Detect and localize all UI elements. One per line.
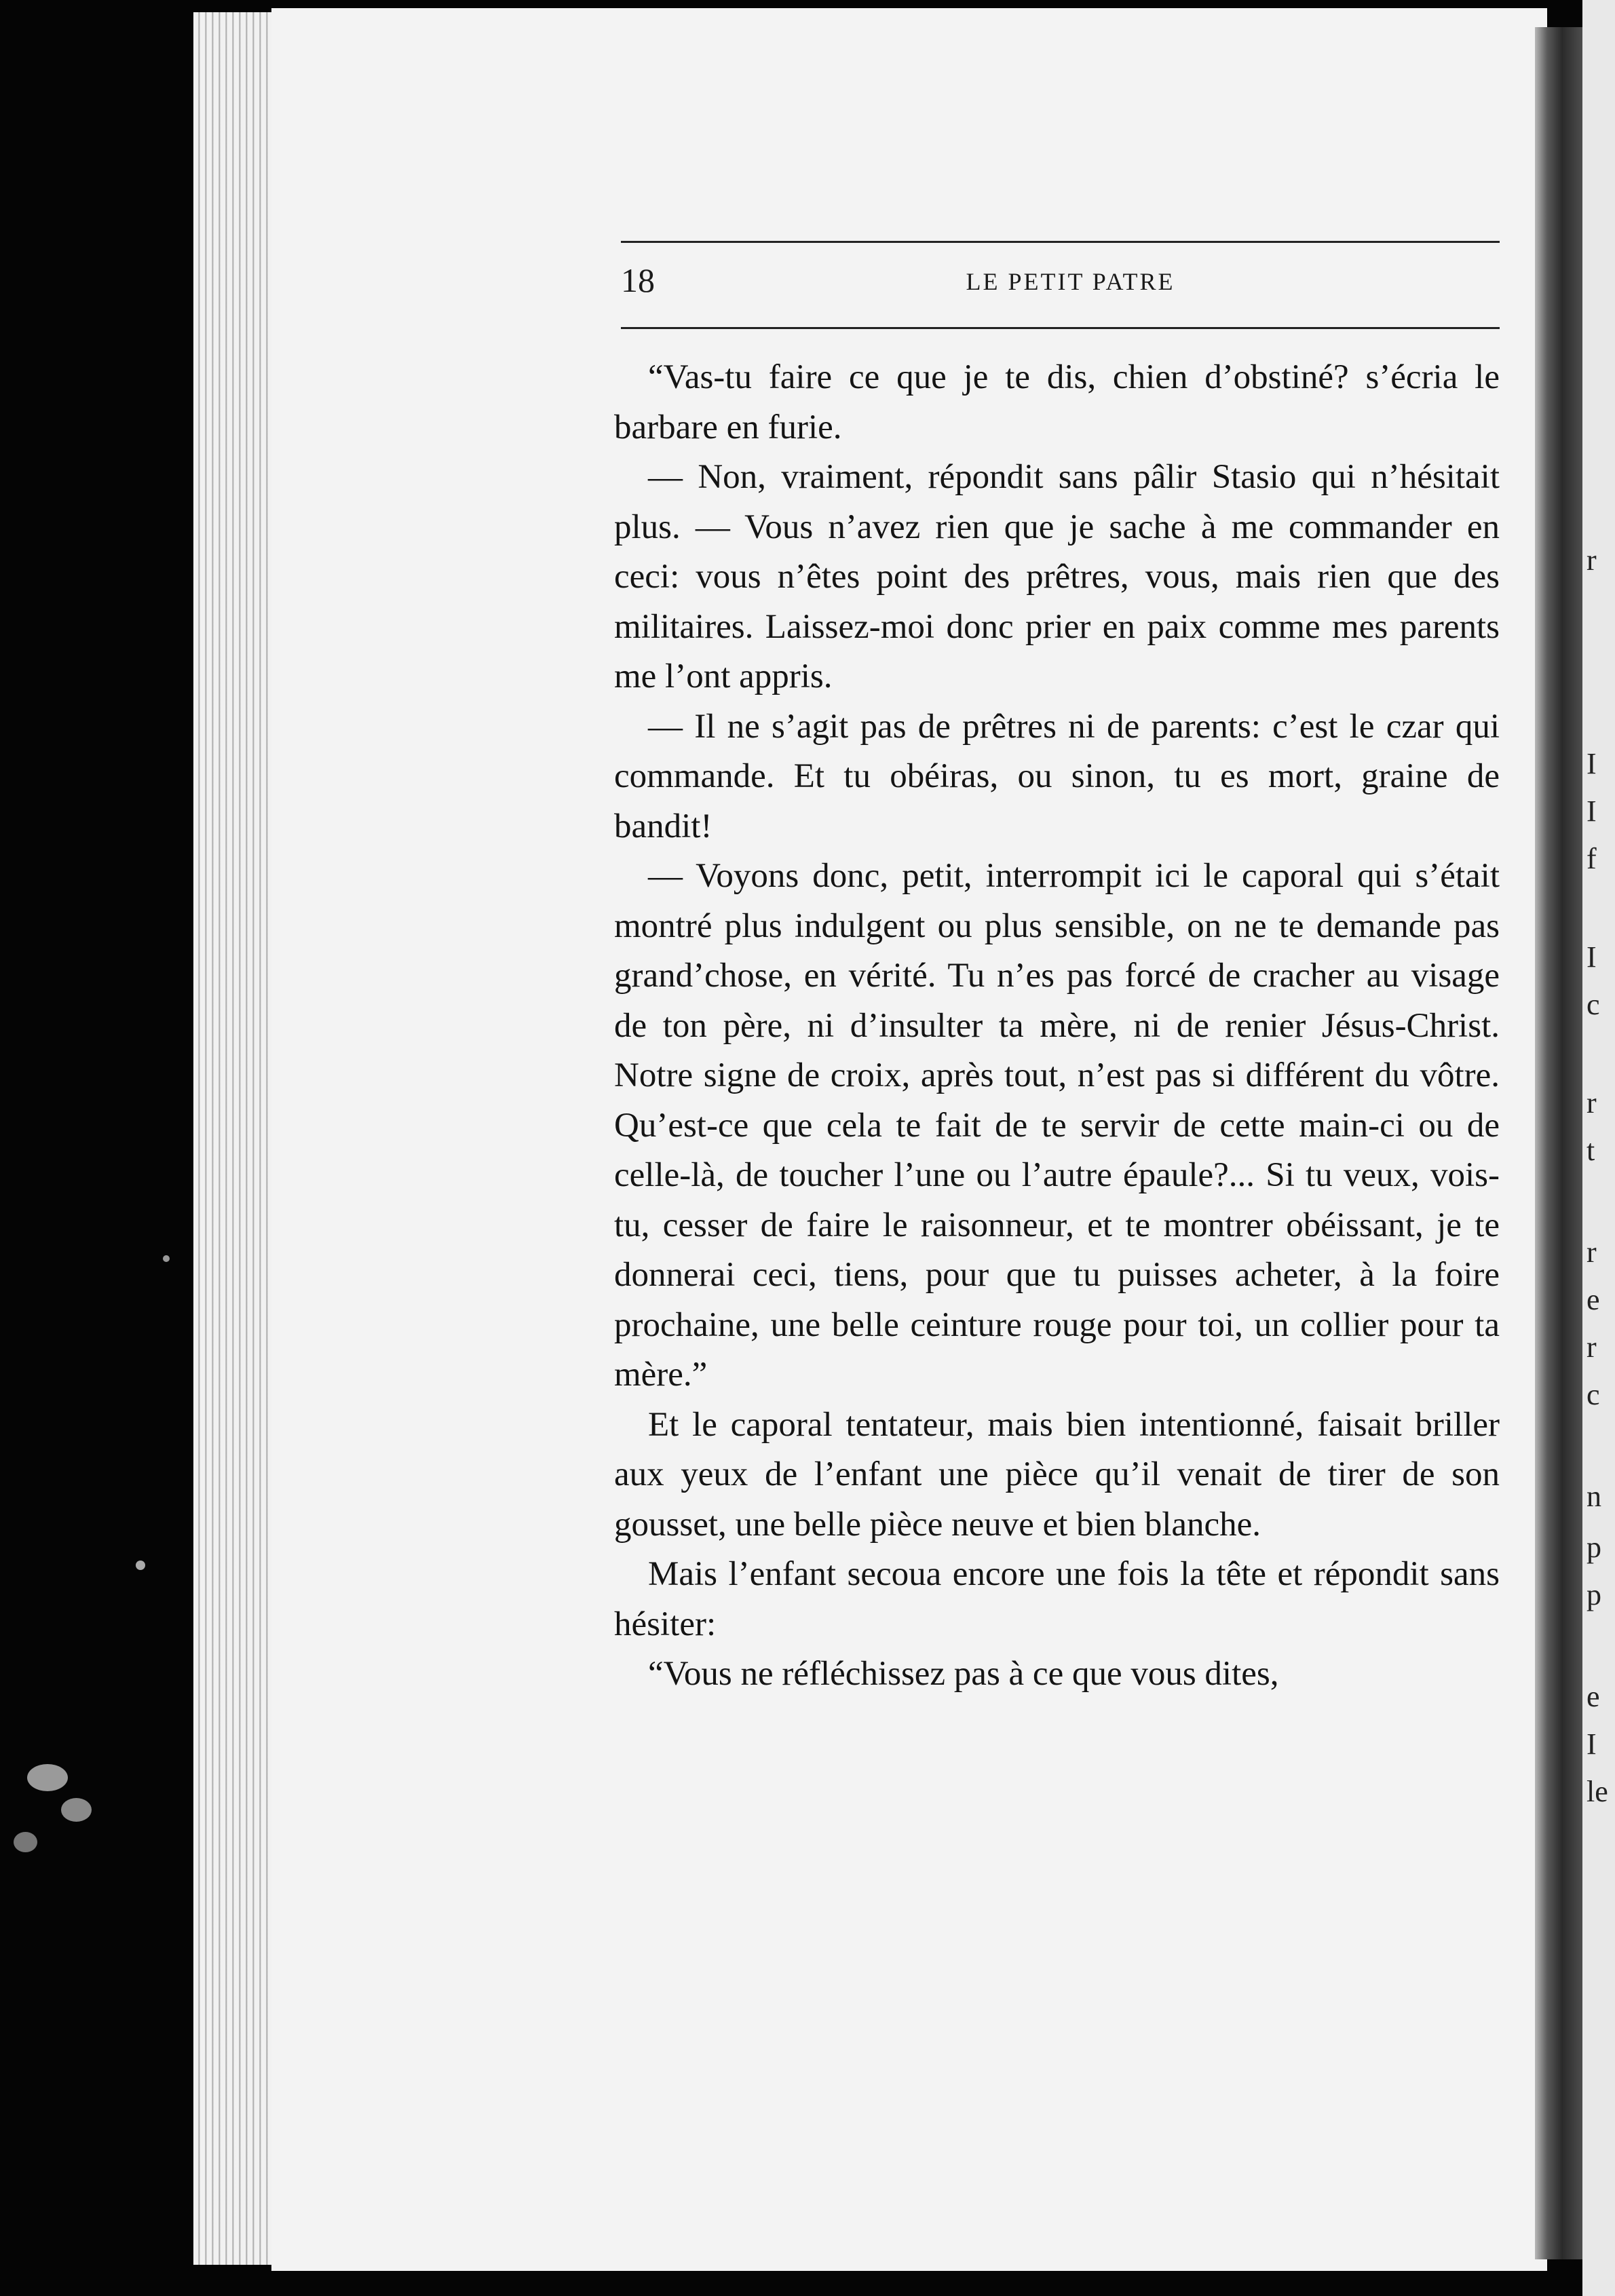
facing-page-fragment: f (1586, 842, 1597, 875)
paragraph: “Vas-tu faire ce que je te dis, chien d’obstiné? s’écria le barbare en furie. (614, 358, 1500, 446)
paragraph: Mais l’enfant secoua encore une fois la tête et répondit sans hésiter: (614, 1555, 1500, 1643)
facing-page-fragment: I (1586, 795, 1597, 828)
facing-page-fragment: I (1586, 940, 1597, 974)
running-title: LE PETIT PATRE (966, 268, 1175, 295)
facing-page-fragment: p (1586, 1578, 1601, 1611)
facing-page-fragment: p (1586, 1531, 1601, 1564)
facing-page-fragment: c (1586, 988, 1600, 1021)
facing-page-fragment: r (1586, 1086, 1597, 1120)
paragraph: Et le caporal tentateur, mais bien intentionné, faisait briller aux yeux de l’enfant une pièce qu’il venait de tirer de son gousset, une belle pièce neuve et bien blanche. (614, 1405, 1500, 1544)
facing-page-fragment: e (1586, 1283, 1600, 1316)
body-text (614, 353, 1500, 1700)
running-head (621, 261, 1500, 301)
scan-speck (163, 1255, 170, 1262)
facing-page-fragment: t (1586, 1134, 1595, 1167)
header-bottom-rule (621, 327, 1500, 329)
facing-page-fragment: n (1586, 1480, 1601, 1513)
facing-page-edge (1582, 0, 1615, 2296)
paragraph: “Vous ne réfléchissez pas à ce que vous dites, (648, 1655, 1279, 1693)
header-top-rule (621, 241, 1500, 243)
paragraph: — Voyons donc, petit, interrompit ici le caporal qui s’était montré plus indulgent ou plus sensible, on ne te demande pas grand’chose, en vérité. Tu n’es pas forcé de cracher au visage de ton père, ni d’insulter ta mère, ni de renier Jésus-Christ. Notre signe de croix, après tout, n’est pas si différent du vôtre. Qu’est-ce que cela te fait de te servir de cette main-ci ou de celle-là, de toucher l’une ou l’autre épaule?... Si tu veux, vois-tu, cesser de faire le raisonneur, et te montrer obéissant, je te donnerai ceci, tiens, pour que tu puisses acheter, à la foire prochaine, une belle ceinture rouge pour toi, un collier pour ta mère.” (614, 857, 1500, 1394)
facing-page-fragment: I (1586, 1727, 1597, 1761)
paragraph: — Non, vraiment, répondit sans pâlir Stasio qui n’hésitait plus. — Vous n’avez rien que je sache à me commander en ceci: vous n’êtes point des prêtres, vous, mais rien que des militaires. Laissez-moi donc prier en paix comme mes parents me l’ont appris. (614, 458, 1500, 695)
page-number: 18 (621, 261, 655, 299)
facing-page-fragment: e (1586, 1680, 1600, 1713)
book-binding (1535, 27, 1582, 2259)
scan-speck (27, 1764, 68, 1791)
facing-page-fragment: r (1586, 1236, 1597, 1269)
page-edges (193, 12, 282, 2265)
facing-page-fragment: c (1586, 1378, 1600, 1411)
facing-page-fragment: r (1586, 1331, 1597, 1364)
facing-page-fragment: r (1586, 543, 1597, 577)
scan-speck (136, 1561, 145, 1570)
scan-speck (14, 1832, 37, 1852)
paragraph: — Il ne s’agit pas de prêtres ni de parents: c’est le czar qui commande. Et tu obéiras, ou sinon, tu es mort, graine de bandit! (614, 707, 1500, 845)
facing-page-fragment: I (1586, 747, 1597, 780)
scan-speck (61, 1798, 92, 1822)
facing-page-fragment: le (1586, 1775, 1608, 1808)
